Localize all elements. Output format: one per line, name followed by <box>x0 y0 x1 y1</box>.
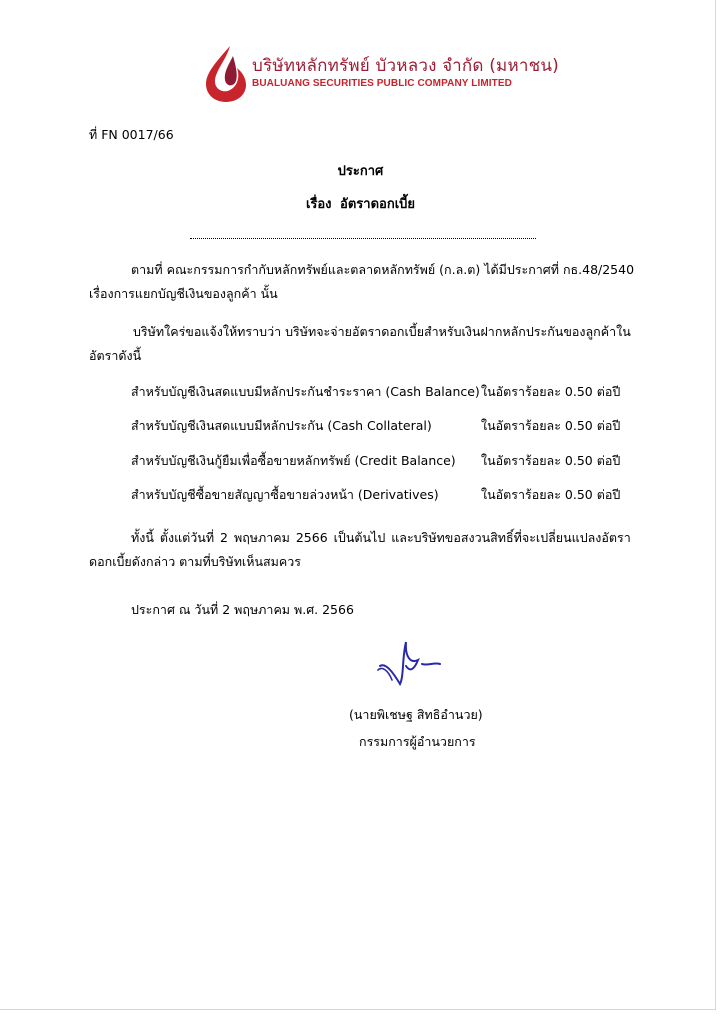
effective-paragraph <box>89 526 645 574</box>
intro-line-2: เรื่องการแยกบัญชีเงินของลูกค้า นั้น <box>89 286 278 301</box>
notice-paragraph <box>89 320 645 368</box>
dotted-divider <box>190 238 536 239</box>
signer-name: (นายพิเชษฐ สิทธิอำนวย) <box>349 707 483 722</box>
notice-line-1: บริษัทใคร่ขอแจ้งให้ทราบว่า บริษัทจะจ่ายอัตราดอกเบี้ยสำหรับเงินฝากหลักประกันของลูกค้าใน <box>133 324 631 339</box>
signer-title: กรรมการผู้อำนวยการ <box>359 734 476 749</box>
rate-row <box>131 451 621 471</box>
rate-value: ในอัตราร้อยละ 0.50 ต่อปี <box>481 487 621 502</box>
document-reference: ที่ FN 0017/66 <box>89 127 174 142</box>
rate-account: สำหรับบัญชีเงินสดแบบมีหลักประกันชำระราคา (Cash Balance) <box>131 384 480 399</box>
lotus-flame-logo-icon <box>200 42 250 104</box>
effective-line-2: ดอกเบี้ยดังกล่าว ตามที่บริษัทเห็นสมควร <box>89 554 301 569</box>
company-name-english: BUALUANG SECURITIES PUBLIC COMPANY LIMITED <box>252 78 512 89</box>
rate-row <box>131 382 621 402</box>
announcement-date: ประกาศ ณ วันที่ 2 พฤษภาคม พ.ศ. 2566 <box>131 602 354 617</box>
rate-account: สำหรับบัญชีซื้อขายสัญญาซื้อขายล่วงหน้า (Derivatives) <box>131 487 439 502</box>
rate-row <box>131 416 621 436</box>
rate-value: ในอัตราร้อยละ 0.50 ต่อปี <box>481 384 621 399</box>
notice-line-2: อัตราดังนี้ <box>89 348 142 363</box>
intro-paragraph <box>89 258 645 306</box>
announcement-title: ประกาศ <box>337 164 384 179</box>
rate-value: ในอัตราร้อยละ 0.50 ต่อปี <box>481 418 621 433</box>
announcement-subject: เรื่อง อัตราดอกเบี้ย <box>305 197 416 212</box>
company-name-thai: บริษัทหลักทรัพย์ บัวหลวง จำกัด (มหาชน) <box>252 56 559 76</box>
rate-value: ในอัตราร้อยละ 0.50 ต่อปี <box>481 453 621 468</box>
intro-line-1: ตามที่ คณะกรรมการกำกับหลักทรัพย์และตลาดหลักทรัพย์ (ก.ล.ต) ได้มีประกาศที่ กธ.48/2540 <box>131 262 635 277</box>
company-logo <box>200 42 559 104</box>
rate-row <box>131 485 621 505</box>
rate-account: สำหรับบัญชีเงินสดแบบมีหลักประกัน (Cash Collateral) <box>131 418 432 433</box>
rate-account: สำหรับบัญชีเงินกู้ยืมเพื่อซื้อขายหลักทรัพย์ (Credit Balance) <box>131 453 456 468</box>
signature-image <box>372 636 452 692</box>
effective-line-1: ทั้งนี้ ตั้งแต่วันที่ 2 พฤษภาคม 2566 เป็นต้นไป และบริษัทขอสงวนสิทธิ์ที่จะเปลี่ยนแปลงอัตรา <box>131 530 631 545</box>
